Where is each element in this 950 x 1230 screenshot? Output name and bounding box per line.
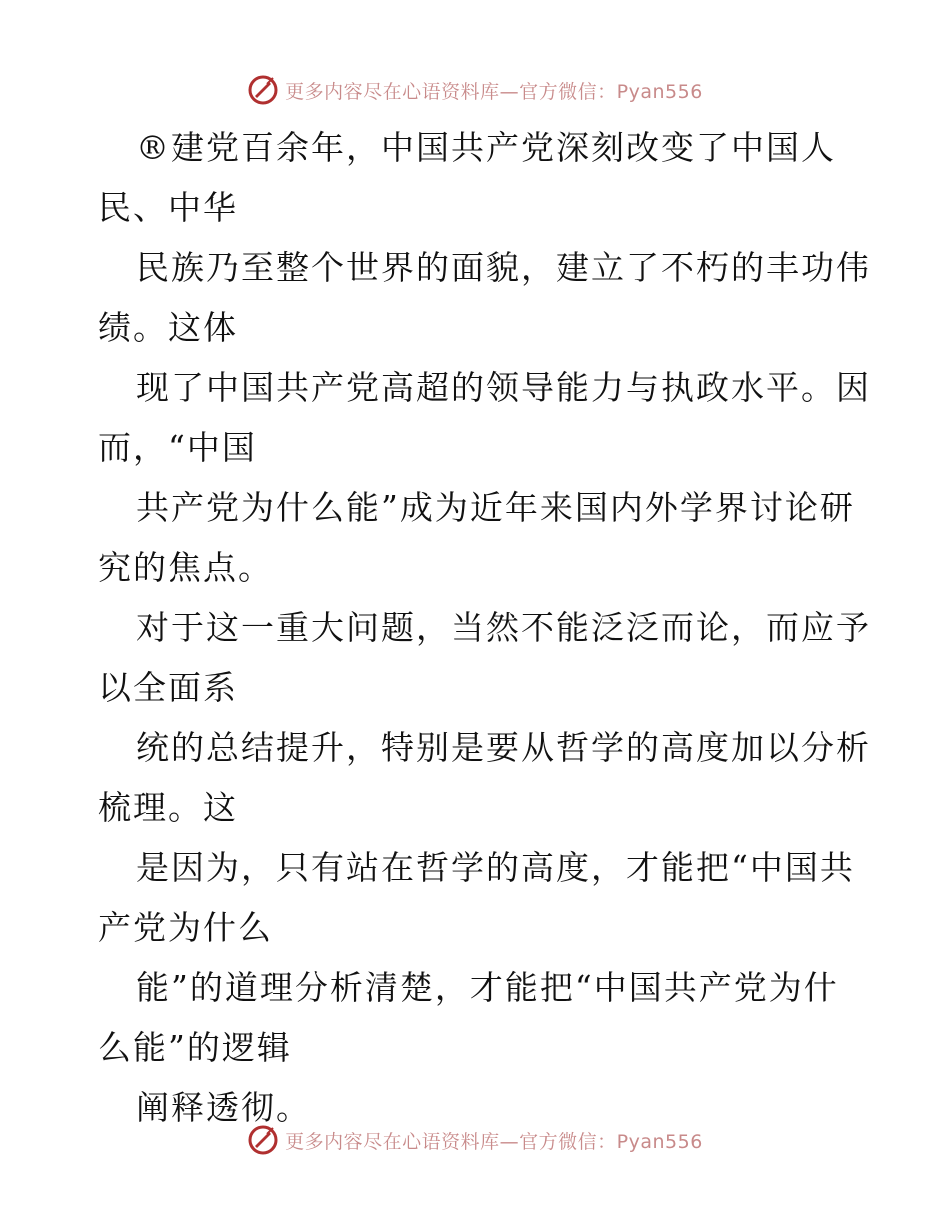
footer-banner-text: 更多内容尽在心语资料库—官方微信：Pyan556 [285,1130,703,1153]
header-banner-text: 更多内容尽在心语资料库—官方微信：Pyan556 [285,80,703,103]
text-line: 民、中华 [98,188,238,227]
text-line: 共产党为什么能”成为近年来国内外学界讨论研 [136,488,855,527]
text-line: 能”的道理分析清楚，才能把“中国共产党为什 [136,968,839,1007]
text-line: ®建党百余年，中国共产党深刻改变了中国人 [136,128,836,167]
text-line: 究的焦点。 [98,548,273,587]
text-line: 绩。这体 [98,308,238,347]
footer-banner [0,1120,950,1160]
document-body [98,118,871,1138]
text-line: 是因为，只有站在哲学的高度，才能把“中国共 [136,848,855,887]
quill-logo-icon [247,74,279,106]
quill-logo-icon [247,1124,279,1156]
text-line: 民族乃至整个世界的面貌，建立了不朽的丰功伟 [136,248,871,287]
text-line: 产党为什么 [98,908,273,947]
text-line: 么能”的逻辑 [98,1028,292,1067]
text-line: 梳理。这 [98,788,238,827]
header-banner [0,70,950,110]
text-line: 以全面系 [98,668,238,707]
text-line: 阐释透彻。 [136,1088,311,1127]
text-line: 统的总结提升，特别是要从哲学的高度加以分析 [136,728,871,767]
text-line: 而，“中国 [98,428,257,467]
text-line: 对于这一重大问题，当然不能泛泛而论，而应予 [136,608,871,647]
text-line: 现了中国共产党高超的领导能力与执政水平。因 [136,368,871,407]
